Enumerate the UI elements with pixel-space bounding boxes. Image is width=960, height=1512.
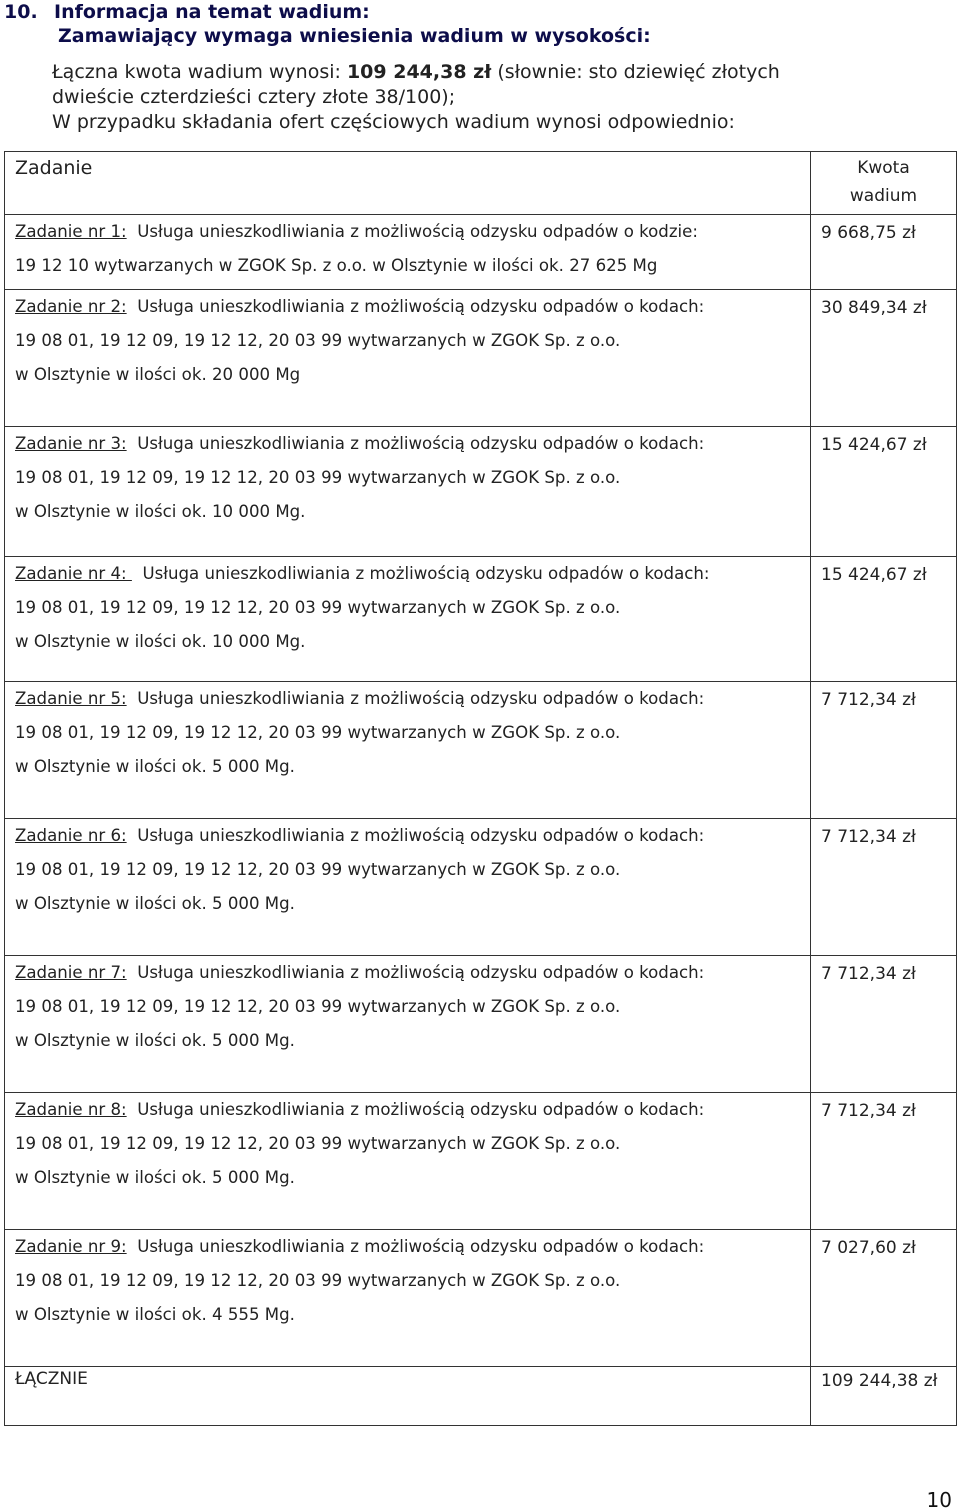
header-amount-line2: wadium (849, 186, 918, 206)
task-service-text: Usługa unieszkodliwiania z możliwością odzysku odpadów o kodach: (137, 1100, 705, 1119)
table-row (5, 819, 957, 956)
intro-partial-note: W przypadku składania ofert częściowych wadium wynosi odpowiednio: (52, 111, 735, 133)
amount-cell (811, 956, 957, 1093)
task-codes-text: 19 08 01, 19 12 09, 19 12 12, 20 03 99 wytwarzanych w ZGOK Sp. z o.o. (15, 860, 621, 879)
intro-total-amount: 109 244,38 zł (346, 61, 492, 83)
task-cell (5, 956, 811, 1093)
amount-cell (811, 819, 957, 956)
total-label-cell (5, 1367, 811, 1426)
task-amount: 15 424,67 zł (821, 565, 927, 585)
task-service-text: Usługa unieszkodliwiania z możliwością odzysku odpadów o kodach: (137, 963, 705, 982)
task-amount: 7 027,60 zł (821, 1238, 916, 1258)
task-description (15, 1093, 806, 1195)
task-quantity-text: w Olsztynie w ilości ok. 10 000 Mg. (15, 502, 306, 521)
task-cell (5, 682, 811, 819)
task-cell (5, 1230, 811, 1367)
amount-cell (811, 1230, 957, 1367)
task-amount: 7 712,34 zł (821, 690, 916, 710)
table-row (5, 427, 957, 557)
task-quantity-text: w Olsztynie w ilości ok. 5 000 Mg. (15, 894, 295, 913)
table-row (5, 956, 957, 1093)
task-amount: 9 668,75 zł (821, 223, 916, 243)
task-label: Zadanie nr 4: (15, 564, 132, 583)
table-row (5, 557, 957, 682)
header-task: Zadanie (15, 157, 93, 179)
task-description (15, 215, 806, 283)
intro-total-words: (słownie: sto dziewięć złotych (491, 61, 780, 83)
task-cell (5, 819, 811, 956)
task-service-text: Usługa unieszkodliwiania z możliwością odzysku odpadów o kodach: (137, 434, 705, 453)
header-amount-cell (811, 152, 957, 215)
task-quantity-text: w Olsztynie w ilości ok. 5 000 Mg. (15, 1031, 295, 1050)
task-line1 (15, 682, 806, 716)
task-cell (5, 290, 811, 427)
task-quantity-text: w Olsztynie w ilości ok. 10 000 Mg. (15, 632, 306, 651)
task-label: Zadanie nr 8: (15, 1100, 127, 1119)
total-row (5, 1367, 957, 1426)
task-line1 (15, 819, 806, 853)
task-quantity-text: w Olsztynie w ilości ok. 5 000 Mg. (15, 757, 295, 776)
table-header-row (5, 152, 957, 215)
task-service-text: Usługa unieszkodliwiania z możliwością odzysku odpadów o kodach: (137, 689, 705, 708)
task-label: Zadanie nr 3: (15, 434, 127, 453)
task-quantity-text: w Olsztynie w ilości ok. 5 000 Mg. (15, 1168, 295, 1187)
amount-cell (811, 290, 957, 427)
header-task-cell (5, 152, 811, 215)
wadium-table-body (5, 152, 957, 1426)
task-quantity-text: w Olsztynie w ilości ok. 20 000 Mg (15, 365, 301, 384)
intro-total-line (52, 60, 952, 85)
section-heading (0, 0, 950, 48)
task-service-text: Usługa unieszkodliwiania z możliwością odzysku odpadów o kodach: (142, 564, 710, 583)
task-label: Zadanie nr 6: (15, 826, 127, 845)
task-codes-text: 19 08 01, 19 12 09, 19 12 12, 20 03 99 wytwarzanych w ZGOK Sp. z o.o. (15, 1271, 621, 1290)
amount-cell (811, 1093, 957, 1230)
task-description (15, 956, 806, 1058)
task-cell (5, 215, 811, 290)
task-codes-text: 19 12 10 wytwarzanych w ZGOK Sp. z o.o. w Olsztynie w ilości ok. 27 625 Mg (15, 256, 658, 275)
task-label: Zadanie nr 7: (15, 963, 127, 982)
total-amount-cell (811, 1367, 957, 1426)
table-row (5, 1230, 957, 1367)
task-service-text: Usługa unieszkodliwiania z możliwością odzysku odpadów o kodzie: (137, 222, 698, 241)
section-heading-line1 (0, 0, 950, 24)
task-codes-text: 19 08 01, 19 12 09, 19 12 12, 20 03 99 wytwarzanych w ZGOK Sp. z o.o. (15, 331, 621, 350)
amount-cell (811, 557, 957, 682)
intro-total-prefix: Łączna kwota wadium wynosi: (52, 61, 347, 83)
task-codes-text: 19 08 01, 19 12 09, 19 12 12, 20 03 99 wytwarzanych w ZGOK Sp. z o.o. (15, 997, 621, 1016)
task-line1 (15, 427, 806, 461)
task-cell (5, 1093, 811, 1230)
header-amount-line1: Kwota (857, 158, 910, 178)
task-description (15, 819, 806, 921)
task-quantity-text: w Olsztynie w ilości ok. 4 555 Mg. (15, 1305, 295, 1324)
task-cell (5, 427, 811, 557)
task-line1 (15, 215, 806, 249)
task-codes-text: 19 08 01, 19 12 09, 19 12 12, 20 03 99 wytwarzanych w ZGOK Sp. z o.o. (15, 468, 621, 487)
task-label: Zadanie nr 9: (15, 1237, 127, 1256)
total-label: ŁĄCZNIE (15, 1369, 88, 1389)
task-codes-text: 19 08 01, 19 12 09, 19 12 12, 20 03 99 wytwarzanych w ZGOK Sp. z o.o. (15, 598, 621, 617)
task-description (15, 557, 806, 659)
section-subtitle: Zamawiający wymaga wniesienia wadium w wysokości: (58, 25, 651, 47)
task-amount: 7 712,34 zł (821, 964, 916, 984)
task-line1 (15, 290, 806, 324)
wadium-table (4, 151, 957, 1426)
task-service-text: Usługa unieszkodliwiania z możliwością odzysku odpadów o kodach: (137, 297, 705, 316)
task-codes-text: 19 08 01, 19 12 09, 19 12 12, 20 03 99 wytwarzanych w ZGOK Sp. z o.o. (15, 1134, 621, 1153)
task-service-text: Usługa unieszkodliwiania z możliwością odzysku odpadów o kodach: (137, 1237, 705, 1256)
task-line1 (15, 956, 806, 990)
table-row (5, 1093, 957, 1230)
intro-paragraph (52, 60, 952, 135)
task-label: Zadanie nr 1: (15, 222, 127, 241)
amount-cell (811, 682, 957, 819)
task-label: Zadanie nr 2: (15, 297, 127, 316)
task-description (15, 290, 806, 392)
section-number: 10. (4, 1, 38, 23)
table-row (5, 682, 957, 819)
task-amount: 7 712,34 zł (821, 1101, 916, 1121)
task-description (15, 1230, 806, 1332)
task-description (15, 682, 806, 784)
task-label: Zadanie nr 5: (15, 689, 127, 708)
task-line1 (15, 1093, 806, 1127)
task-service-text: Usługa unieszkodliwiania z możliwością odzysku odpadów o kodach: (137, 826, 705, 845)
task-amount: 30 849,34 zł (821, 298, 927, 318)
task-line1 (15, 1230, 806, 1264)
total-amount: 109 244,38 zł (821, 1371, 938, 1391)
task-description (15, 427, 806, 529)
amount-cell (811, 215, 957, 290)
table-row (5, 290, 957, 427)
table-row (5, 215, 957, 290)
intro-total-words-cont: dwieście czterdzieści cztery złote 38/100); (52, 86, 456, 108)
amount-cell (811, 427, 957, 557)
section-title: Informacja na temat wadium: (54, 1, 370, 23)
task-amount: 15 424,67 zł (821, 435, 927, 455)
task-line1 (15, 557, 806, 591)
task-amount: 7 712,34 zł (821, 827, 916, 847)
task-codes-text: 19 08 01, 19 12 09, 19 12 12, 20 03 99 wytwarzanych w ZGOK Sp. z o.o. (15, 723, 621, 742)
page-number: 10 (926, 1488, 952, 1512)
task-cell (5, 557, 811, 682)
